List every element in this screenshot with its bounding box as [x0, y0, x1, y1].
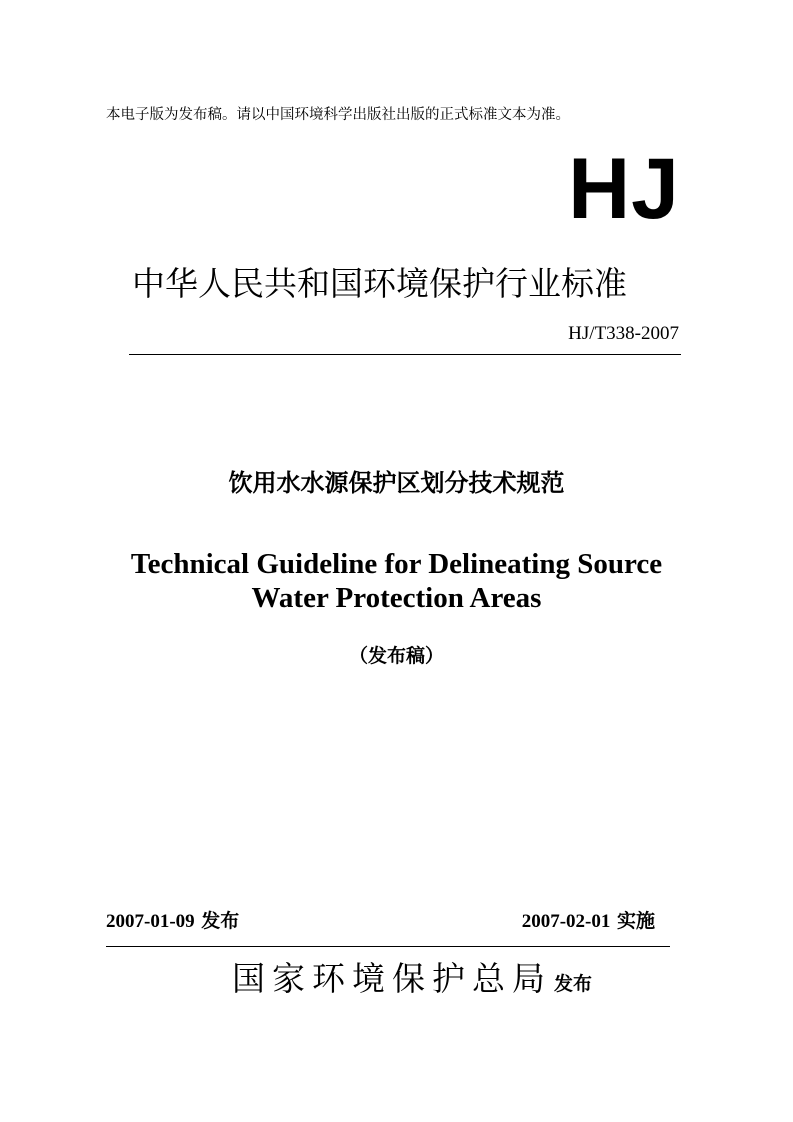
implement-date: 2007-02-01 [521, 911, 611, 932]
issue-date-line [106, 908, 239, 935]
issue-label: 发布 [201, 910, 240, 932]
standard-number: HJ/T338-2007 [568, 323, 679, 344]
english-title-line-2: Water Protection Areas [251, 582, 542, 614]
document-title-chinese: 饮用水水源保护区划分技术规范 [228, 469, 565, 497]
implement-date-line [522, 908, 655, 935]
publish-label: 发布 [554, 973, 593, 995]
header-divider [129, 354, 681, 355]
hj-logo: HJ [568, 141, 680, 237]
release-notice: 本电子版为发布稿。请以中国环境科学出版社出版的正式标准文本为准。 [106, 107, 570, 123]
footer-divider [106, 946, 670, 947]
publisher-line [232, 956, 592, 1002]
implement-label: 实施 [616, 910, 655, 932]
standard-category: 中华人民共和国环境保护行业标准 [132, 264, 627, 303]
issue-date: 2007-01-09 [106, 911, 195, 932]
draft-label: （发布稿） [348, 645, 444, 667]
document-title-english [0, 547, 793, 615]
english-title-line-1: Technical Guideline for Delineating Source [130, 548, 663, 580]
publisher-name: 国家环境保护总局 [232, 959, 552, 998]
